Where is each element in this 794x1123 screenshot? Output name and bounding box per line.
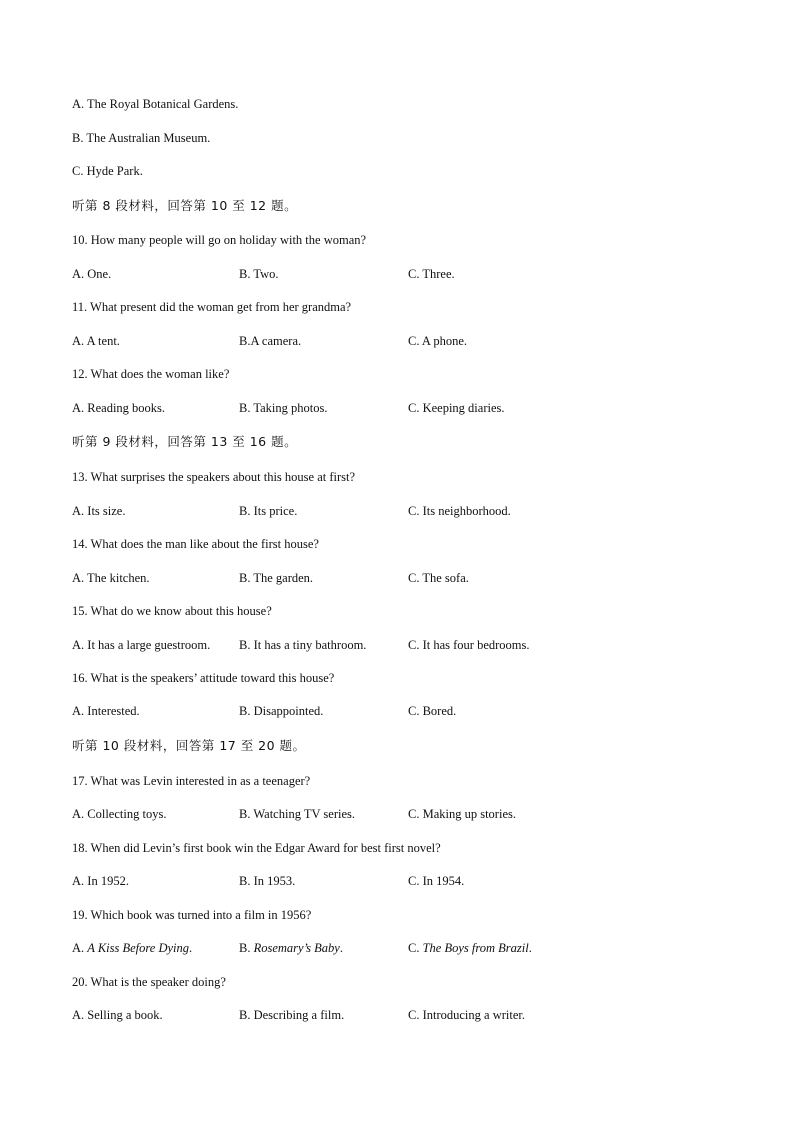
option-20b: B. Describing a film. <box>239 1008 345 1022</box>
option-13b: B. Its price. <box>239 504 298 518</box>
option-14c: C. The sofa. <box>408 571 469 585</box>
option-15c: C. It has four bedrooms. <box>408 638 530 652</box>
option-12c: C. Keeping diaries. <box>408 401 505 415</box>
option-12b: B. Taking photos. <box>239 401 328 415</box>
option-15b: B. It has a tiny bathroom. <box>239 638 367 652</box>
option-13c: C. Its neighborhood. <box>408 504 511 518</box>
option-14b: B. The garden. <box>239 571 314 585</box>
option-11b: B.A camera. <box>239 334 302 348</box>
question-13: 13. What surprises the speakers about this house at first? <box>72 470 356 484</box>
question-10: 10. How many people will go on holiday with the woman? <box>72 233 367 247</box>
section-heading-9: 听第 9 段材料，回答第 13 至 16 题。 <box>72 434 298 449</box>
section-heading-8: 听第 8 段材料，回答第 10 至 12 题。 <box>72 198 298 213</box>
question-19: 19. Which book was turned into a film in 1956? <box>72 908 312 922</box>
question-18: 18. When did Levin’s first book win the Edgar Award for best first novel? <box>72 841 441 855</box>
question-11: 11. What present did the woman get from her grandma? <box>72 300 352 314</box>
option-18a: A. In 1952. <box>72 874 129 888</box>
option-11a: A. A tent. <box>72 334 120 348</box>
book-title: Rosemary’s Baby <box>253 941 340 955</box>
option-19b <box>239 940 343 956</box>
option-12a: A. Reading books. <box>72 401 166 415</box>
option-17b: B. Watching TV series. <box>239 807 355 821</box>
question-14: 14. What does the man like about the first house? <box>72 537 319 551</box>
option-19c <box>408 940 532 956</box>
option-9b: B. The Australian Museum. <box>72 131 211 145</box>
option-20a: A. Selling a book. <box>72 1008 163 1022</box>
option-suffix: . <box>339 941 343 955</box>
option-suffix: . <box>528 941 532 955</box>
question-15: 15. What do we know about this house? <box>72 604 272 618</box>
option-9a: A. The Royal Botanical Gardens. <box>72 97 239 111</box>
option-17a: A. Collecting toys. <box>72 807 167 821</box>
option-prefix: B. <box>239 941 254 955</box>
option-prefix: C. <box>408 941 423 955</box>
option-9c: C. Hyde Park. <box>72 164 143 178</box>
option-prefix: A. <box>72 941 88 955</box>
option-16b: B. Disappointed. <box>239 704 324 718</box>
option-20c: C. Introducing a writer. <box>408 1008 525 1022</box>
question-12: 12. What does the woman like? <box>72 367 230 381</box>
book-title: The Boys from Brazil <box>422 941 529 955</box>
option-17c: C. Making up stories. <box>408 807 516 821</box>
option-19a <box>72 940 192 956</box>
option-15a: A. It has a large guestroom. <box>72 638 211 652</box>
question-20: 20. What is the speaker doing? <box>72 975 226 989</box>
question-17: 17. What was Levin interested in as a teenager? <box>72 774 311 788</box>
section-heading-10: 听第 10 段材料，回答第 17 至 20 题。 <box>72 738 306 753</box>
option-14a: A. The kitchen. <box>72 571 150 585</box>
question-16: 16. What is the speakers’ attitude toward this house? <box>72 671 335 685</box>
option-16c: C. Bored. <box>408 704 457 718</box>
option-18c: C. In 1954. <box>408 874 465 888</box>
option-18b: B. In 1953. <box>239 874 296 888</box>
book-title: A Kiss Before Dying <box>87 941 190 955</box>
option-16a: A. Interested. <box>72 704 140 718</box>
option-10b: B. Two. <box>239 267 279 281</box>
option-suffix: . <box>189 941 193 955</box>
option-10c: C. Three. <box>408 267 455 281</box>
option-11c: C. A phone. <box>408 334 468 348</box>
option-10a: A. One. <box>72 267 112 281</box>
option-13a: A. Its size. <box>72 504 126 518</box>
